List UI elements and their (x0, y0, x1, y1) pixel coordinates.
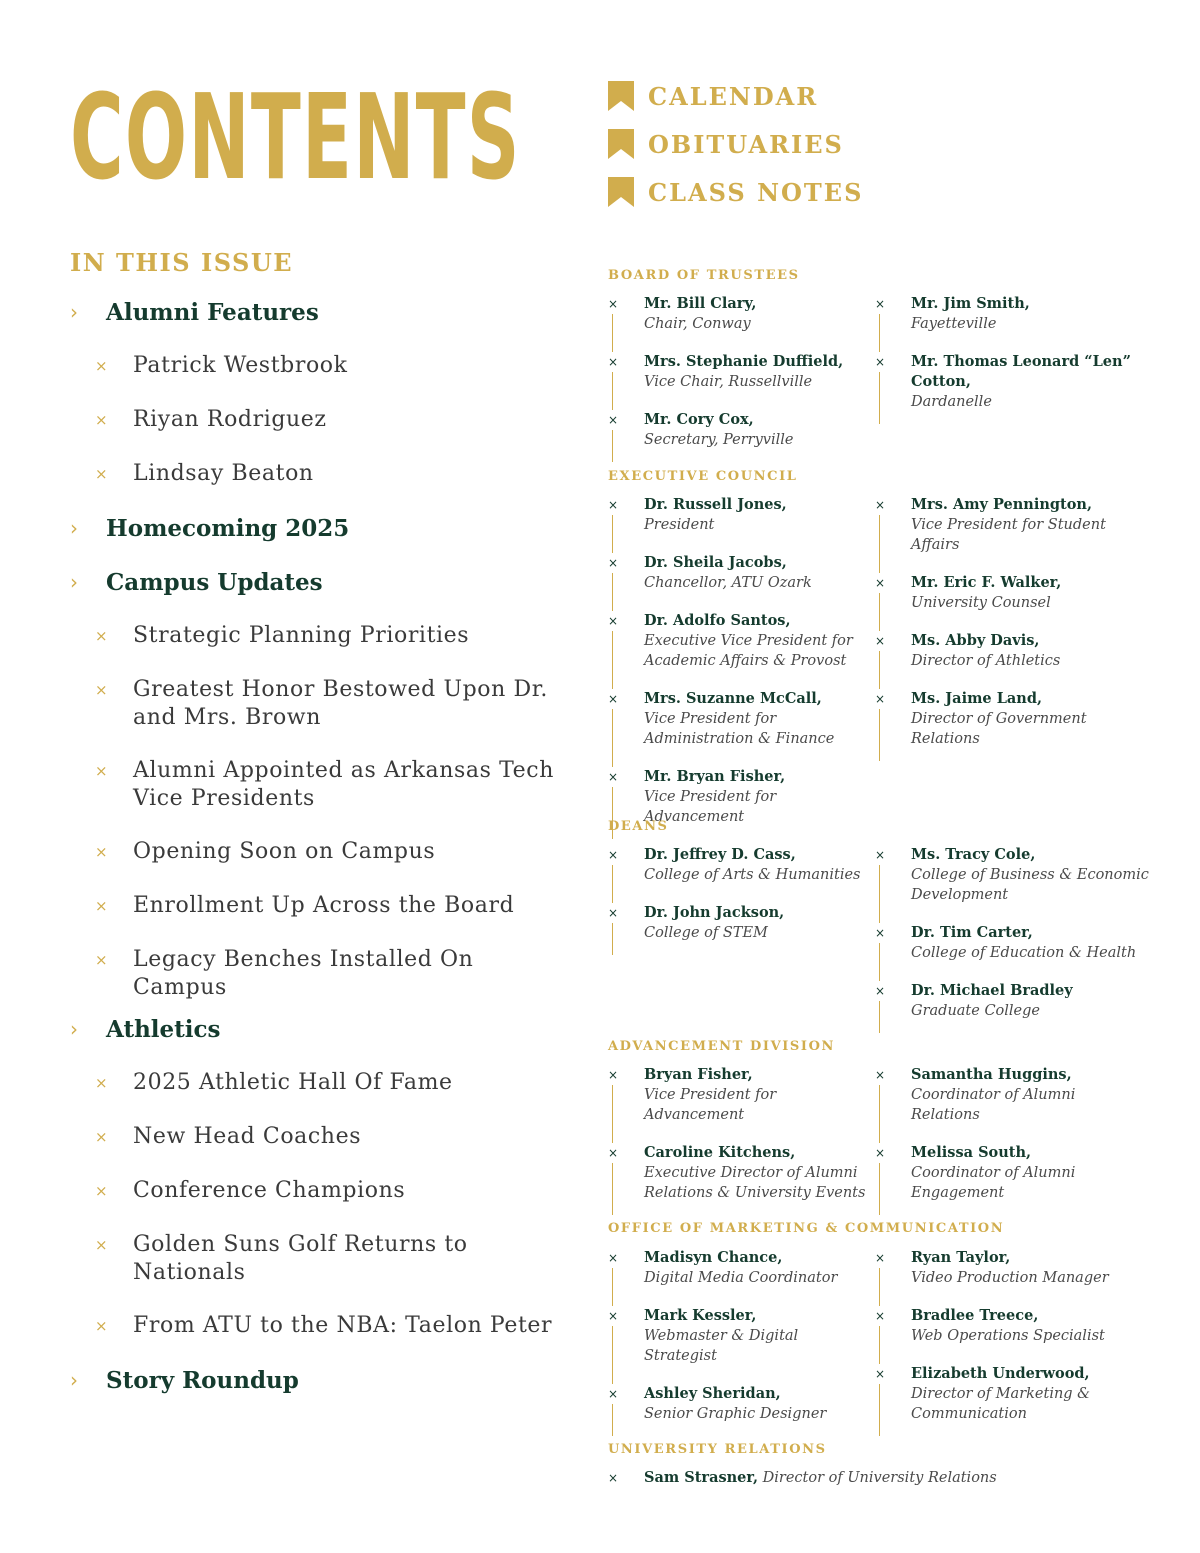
toc-item[interactable] (70, 609, 570, 663)
person-role: Chancellor, ATU Ozark (644, 575, 812, 591)
toc-item[interactable] (70, 1164, 570, 1218)
person-role: College of Education & Health (911, 945, 1137, 961)
person-entry (608, 1065, 866, 1125)
person-role: Dardanelle (911, 394, 992, 410)
x-marker-icon: × (875, 573, 884, 593)
person-role: Director of University Relations (762, 1470, 997, 1486)
marketing-communication-heading: OFFICE OF MARKETING & COMMUNICATION (608, 1221, 1005, 1236)
executive-left-column (608, 495, 866, 845)
toc-item[interactable] (70, 447, 570, 501)
person-role: Vice Chair, Russellville (644, 374, 813, 390)
toc-item[interactable] (70, 1110, 570, 1164)
person-role: Director of Marketing & Communication (911, 1386, 1091, 1422)
chevron-right-icon: › (70, 570, 78, 594)
bookmark-class-notes[interactable] (608, 168, 863, 216)
toc-item[interactable] (70, 744, 570, 825)
person-entry (608, 845, 866, 885)
person-role: Executive Director of Alumni Relations & University Events (644, 1165, 866, 1201)
toc-item[interactable] (70, 663, 570, 744)
person-role: Video Production Manager (911, 1270, 1109, 1286)
advancement-left-column (608, 1065, 866, 1221)
person-role: Director of Government Relations (911, 711, 1087, 747)
x-marker-icon: × (608, 767, 617, 787)
table-of-contents (70, 285, 570, 1407)
person-entry (875, 1248, 1133, 1288)
bookmark-label: CALENDAR (648, 81, 819, 111)
toc-section[interactable] (70, 1353, 570, 1407)
x-marker-icon: × (95, 843, 108, 861)
person-name: Bradlee Treece, (911, 1307, 1039, 1324)
person-entry (608, 903, 866, 943)
person-name: Elizabeth Underwood, (911, 1365, 1090, 1382)
x-marker-icon: × (95, 951, 108, 969)
x-marker-icon: × (875, 1364, 884, 1384)
person-role: Webmaster & Digital Strategist (644, 1328, 799, 1364)
person-name: Mr. Cory Cox, (644, 411, 754, 428)
toc-item[interactable] (70, 933, 570, 1002)
person-name: Madisyn Chance, (644, 1249, 783, 1266)
person-name: Dr. Michael Bradley (911, 982, 1073, 999)
person-name: Ryan Taylor, (911, 1249, 1011, 1266)
person-name: Ms. Abby Davis, (911, 632, 1040, 649)
x-marker-icon: × (875, 352, 884, 372)
person-entry (608, 1143, 866, 1203)
person-entry (875, 495, 1133, 555)
person-entry (875, 1306, 1133, 1346)
person-entry (608, 1384, 866, 1424)
toc-section-label: Campus Updates (106, 568, 323, 596)
toc-item-label: 2025 Athletic Hall Of Fame (133, 1070, 453, 1095)
toc-item[interactable] (70, 1056, 570, 1110)
x-marker-icon: × (875, 1065, 884, 1085)
toc-item-label: Alumni Appointed as Arkansas Tech Vice Presidents (133, 758, 554, 811)
person-entry (875, 1364, 1133, 1424)
marketing-right-column (875, 1248, 1133, 1442)
person-name: Ashley Sheridan, (644, 1385, 781, 1402)
person-name: Dr. John Jackson, (644, 904, 785, 921)
person-name: Dr. Russell Jones, (644, 496, 787, 513)
person-entry (875, 573, 1133, 613)
person-role: Chair, Conway (644, 316, 751, 332)
x-marker-icon: × (608, 1471, 619, 1485)
person-entry (608, 410, 866, 450)
toc-item[interactable] (70, 825, 570, 879)
toc-section-label: Homecoming 2025 (106, 514, 350, 542)
x-marker-icon: × (875, 631, 884, 651)
x-marker-icon: × (95, 357, 108, 375)
x-marker-icon: × (608, 903, 617, 923)
person-name: Dr. Jeffrey D. Cass, (644, 846, 796, 863)
person-name: Mr. Bryan Fisher, (644, 768, 786, 785)
person-role: Senior Graphic Designer (644, 1406, 827, 1422)
person-role: Graduate College (911, 1003, 1040, 1019)
bookmark-icon (608, 177, 634, 207)
x-marker-icon: × (875, 495, 884, 515)
x-marker-icon: × (95, 1074, 108, 1092)
x-marker-icon: × (95, 1182, 108, 1200)
x-marker-icon: × (875, 845, 884, 865)
toc-item[interactable] (70, 1299, 570, 1353)
advancement-right-column (875, 1065, 1133, 1221)
toc-section[interactable] (70, 501, 570, 555)
person-name: Ms. Jaime Land, (911, 690, 1043, 707)
person-name: Mrs. Stephanie Duffield, (644, 353, 844, 370)
person-name: Mr. Jim Smith, (911, 295, 1030, 312)
person-role: Executive Vice President for Academic Affairs & Provost (644, 633, 853, 669)
toc-item-label: Legacy Benches Installed On Campus (133, 947, 474, 1000)
toc-item-label: Opening Soon on Campus (133, 839, 436, 864)
toc-item[interactable] (70, 1218, 570, 1299)
person-role: Vice President for Administration & Finance (644, 711, 835, 747)
person-role: Secretary, Perryville (644, 432, 794, 448)
x-marker-icon: × (95, 1128, 108, 1146)
toc-item-label: From ATU to the NBA: Taelon Peter (133, 1313, 553, 1338)
person-name: Sam Strasner, (644, 1469, 759, 1486)
toc-item-label: Strategic Planning Priorities (133, 623, 470, 648)
person-entry (875, 981, 1175, 1021)
person-name: Mr. Bill Clary, (644, 295, 757, 312)
person-entry (875, 352, 1133, 412)
x-marker-icon: × (95, 465, 108, 483)
toc-section[interactable] (70, 285, 570, 339)
bookmark-obituaries[interactable] (608, 120, 863, 168)
person-name: Samantha Huggins, (911, 1066, 1072, 1083)
toc-item-label: Riyan Rodriguez (133, 407, 327, 432)
person-name: Mrs. Suzanne McCall, (644, 690, 822, 707)
person-entry (608, 1306, 866, 1366)
toc-item[interactable] (70, 879, 570, 933)
person-role: President (644, 517, 715, 533)
person-role: Vice President for Advancement (644, 789, 777, 825)
bookmark-label: CLASS NOTES (648, 177, 864, 207)
person-entry (608, 689, 866, 749)
toc-item-label: Greatest Honor Bestowed Upon Dr. and Mrs. Brown (133, 677, 549, 730)
person-role: Digital Media Coordinator (644, 1270, 838, 1286)
person-entry (875, 294, 1133, 334)
board-of-trustees-heading: BOARD OF TRUSTEES (608, 268, 800, 283)
person-entry (608, 553, 866, 593)
x-marker-icon: × (608, 611, 617, 631)
x-marker-icon: × (608, 294, 617, 314)
x-marker-icon: × (95, 1236, 108, 1254)
x-marker-icon: × (875, 1248, 884, 1268)
x-marker-icon: × (608, 1065, 617, 1085)
person-entry (608, 611, 866, 671)
x-marker-icon: × (875, 1306, 884, 1326)
x-marker-icon: × (875, 294, 884, 314)
x-marker-icon: × (95, 897, 108, 915)
toc-section-label: Athletics (106, 1015, 221, 1043)
deans-left-column (608, 845, 866, 961)
x-marker-icon: × (608, 1143, 617, 1163)
x-marker-icon: × (95, 681, 108, 699)
university-relations-entry (608, 1468, 997, 1488)
x-marker-icon: × (875, 689, 884, 709)
toc-section[interactable] (70, 555, 570, 609)
bookmark-icon (608, 129, 634, 159)
person-entry (875, 689, 1133, 749)
x-marker-icon: × (608, 845, 617, 865)
chevron-right-icon: › (70, 1368, 78, 1392)
x-marker-icon: × (608, 352, 617, 372)
toc-section[interactable] (70, 1002, 570, 1056)
bookmark-list (608, 72, 863, 216)
toc-section-label: Story Roundup (106, 1366, 299, 1394)
person-role: College of STEM (644, 925, 768, 941)
person-role: University Counsel (911, 595, 1051, 611)
x-marker-icon: × (875, 981, 884, 1001)
person-role: Vice President for Advancement (644, 1087, 777, 1123)
person-role: Coordinator of Alumni Engagement (911, 1165, 1076, 1201)
person-name: Dr. Adolfo Santos, (644, 612, 791, 629)
x-marker-icon: × (608, 1384, 617, 1404)
person-name: Caroline Kitchens, (644, 1144, 796, 1161)
advancement-division-heading: ADVANCEMENT DIVISION (608, 1039, 836, 1054)
toc-item[interactable] (70, 393, 570, 447)
person-role: Vice President for Student Affairs (911, 517, 1106, 553)
person-role: Fayetteville (911, 316, 997, 332)
x-marker-icon: × (875, 923, 884, 943)
person-name: Bryan Fisher, (644, 1066, 753, 1083)
toc-section-label: Alumni Features (106, 298, 319, 326)
person-name: Mr. Thomas Leonard “Len” Cotton, (911, 353, 1131, 390)
person-name: Dr. Sheila Jacobs, (644, 554, 787, 571)
x-marker-icon: × (608, 1248, 617, 1268)
chevron-right-icon: › (70, 300, 78, 324)
person-entry (875, 1143, 1133, 1203)
person-name: Mark Kessler, (644, 1307, 757, 1324)
person-entry (875, 1065, 1133, 1125)
person-name: Mr. Eric F. Walker, (911, 574, 1062, 591)
trustees-right-column (875, 294, 1133, 430)
x-marker-icon: × (95, 411, 108, 429)
toc-item-label: New Head Coaches (133, 1124, 362, 1149)
person-name: Melissa South, (911, 1144, 1032, 1161)
toc-item-label: Enrollment Up Across the Board (133, 893, 515, 918)
bookmark-icon (608, 81, 634, 111)
toc-item-label: Patrick Westbrook (133, 353, 348, 378)
bookmark-calendar[interactable] (608, 72, 863, 120)
page-title: CONTENTS (70, 68, 521, 206)
deans-right-column (875, 845, 1175, 1039)
marketing-left-column (608, 1248, 866, 1442)
deans-heading: DEANS (608, 819, 669, 834)
toc-item-label: Conference Champions (133, 1178, 406, 1203)
toc-item-label: Golden Suns Golf Returns to Nationals (133, 1232, 468, 1285)
x-marker-icon: × (608, 495, 617, 515)
bookmark-label: OBITUARIES (648, 129, 844, 159)
person-entry (875, 923, 1175, 963)
person-entry (608, 495, 866, 535)
person-role: College of Business & Economic Development (911, 867, 1149, 903)
x-marker-icon: × (95, 1317, 108, 1335)
person-role: Coordinator of Alumni Relations (911, 1087, 1076, 1123)
toc-item[interactable] (70, 339, 570, 393)
person-entry (608, 294, 866, 334)
x-marker-icon: × (608, 1306, 617, 1326)
x-marker-icon: × (608, 553, 617, 573)
chevron-right-icon: › (70, 1017, 78, 1041)
x-marker-icon: × (608, 410, 617, 430)
person-entry (875, 845, 1175, 905)
x-marker-icon: × (875, 1143, 884, 1163)
trustees-left-column (608, 294, 866, 468)
person-entry (608, 1248, 866, 1288)
person-role: College of Arts & Humanities (644, 867, 861, 883)
person-role: Web Operations Specialist (911, 1328, 1105, 1344)
person-entry (875, 631, 1133, 671)
executive-council-heading: EXECUTIVE COUNCIL (608, 469, 798, 484)
toc-item-label: Lindsay Beaton (133, 461, 314, 486)
chevron-right-icon: › (70, 516, 78, 540)
x-marker-icon: × (95, 762, 108, 780)
university-relations-heading: UNIVERSITY RELATIONS (608, 1442, 827, 1457)
person-name: Ms. Tracy Cole, (911, 846, 1036, 863)
person-entry (608, 352, 866, 392)
person-name: Mrs. Amy Pennington, (911, 496, 1092, 513)
x-marker-icon: × (95, 627, 108, 645)
x-marker-icon: × (608, 689, 617, 709)
person-entry (608, 767, 866, 827)
person-name: Dr. Tim Carter, (911, 924, 1033, 941)
in-this-issue-heading: IN THIS ISSUE (70, 248, 294, 277)
executive-right-column (875, 495, 1133, 767)
person-role: Director of Athletics (911, 653, 1061, 669)
